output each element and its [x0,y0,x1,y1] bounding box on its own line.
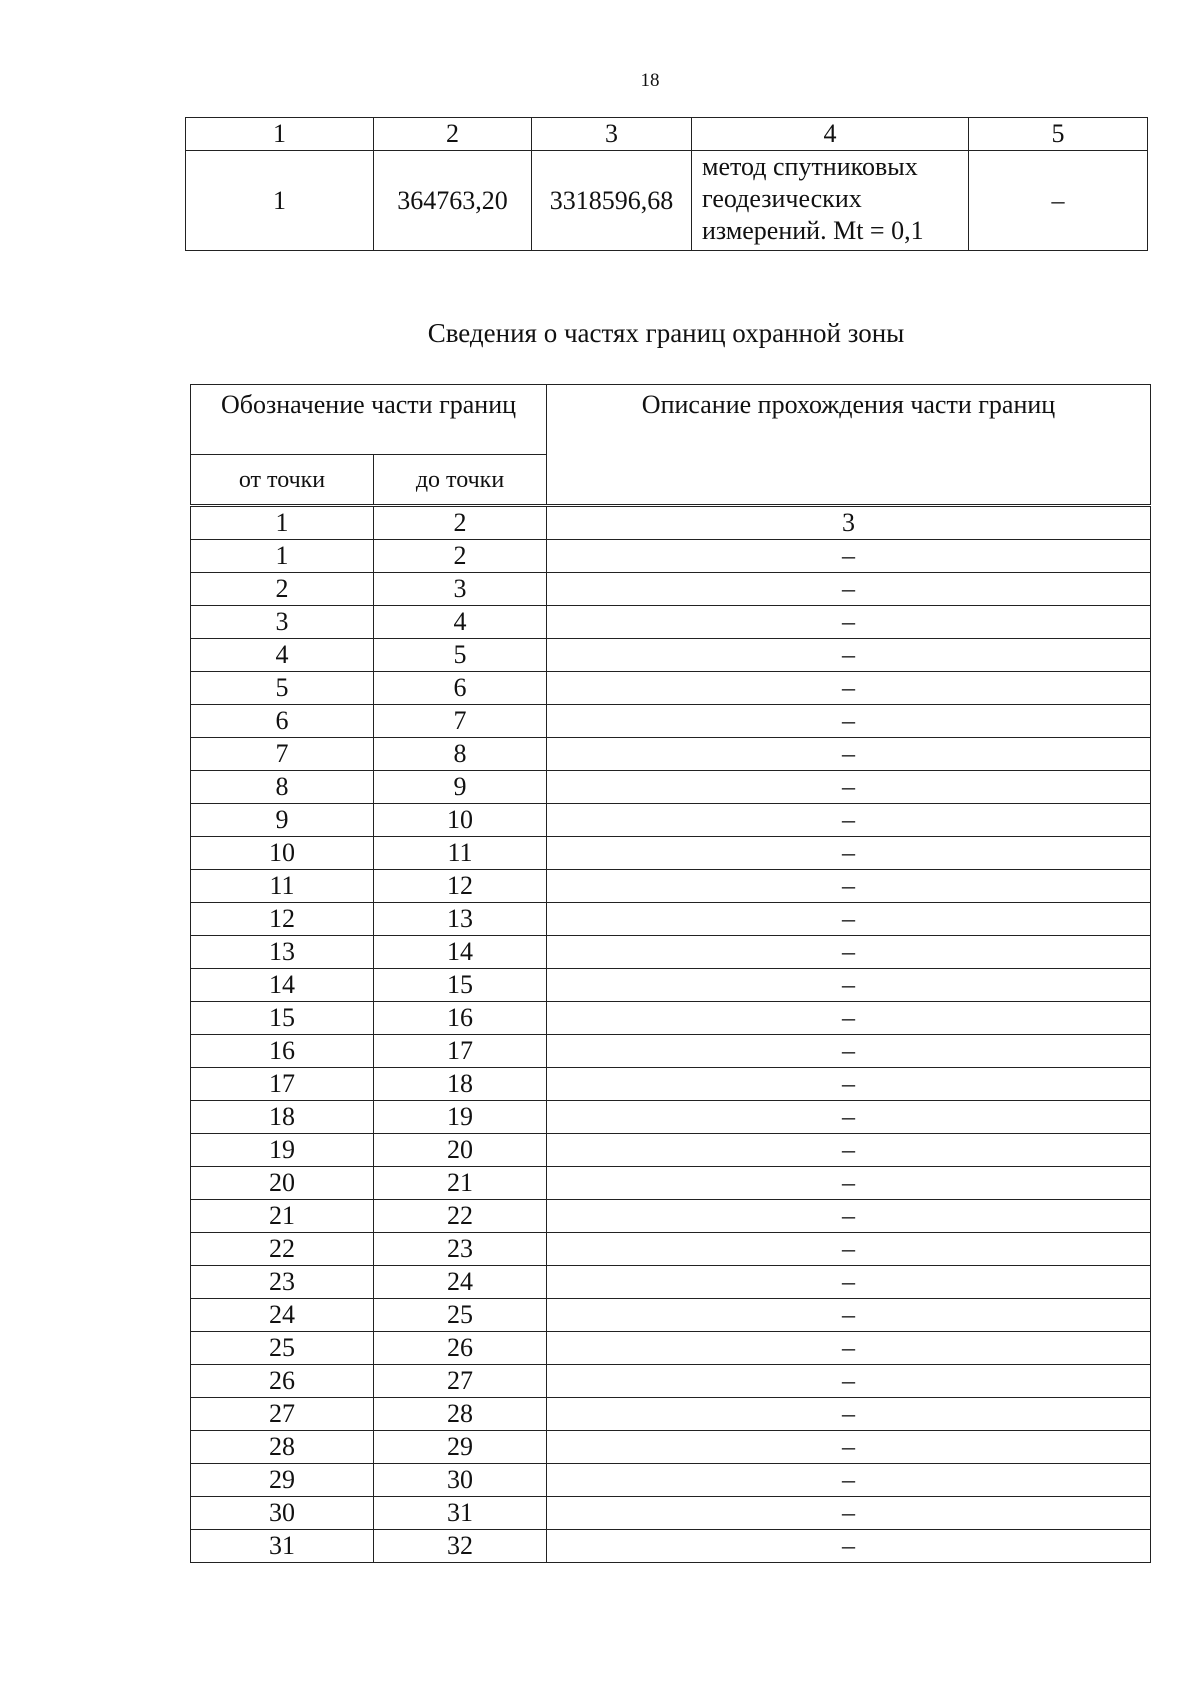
part-description: – [547,573,1151,606]
to-point: 25 [374,1299,547,1332]
part-description: – [547,903,1151,936]
part-description: – [547,1068,1151,1101]
to-point-header: до точки [374,455,547,505]
from-point: 6 [191,705,374,738]
to-point: 15 [374,969,547,1002]
column-number: 5 [969,118,1148,151]
part-description: – [547,870,1151,903]
column-number: 1 [191,507,374,540]
part-description: – [547,1266,1151,1299]
part-description: – [547,771,1151,804]
to-point: 9 [374,771,547,804]
table-row [191,1431,1151,1464]
to-point: 21 [374,1167,547,1200]
to-point: 3 [374,573,547,606]
table-row [191,1464,1151,1497]
to-point: 19 [374,1101,547,1134]
description-header: Описание прохождения части границ [547,385,1151,505]
table-row [191,672,1151,705]
from-point-header: от точки [191,455,374,505]
table-row [191,540,1151,573]
from-point: 18 [191,1101,374,1134]
from-point: 24 [191,1299,374,1332]
part-description: – [547,1200,1151,1233]
from-point: 1 [191,540,374,573]
to-point: 22 [374,1200,547,1233]
table-row [191,1068,1151,1101]
from-point: 2 [191,573,374,606]
to-point: 31 [374,1497,547,1530]
to-point: 14 [374,936,547,969]
table-row [191,903,1151,936]
from-point: 5 [191,672,374,705]
y-coordinate: 3318596,68 [532,151,692,251]
table-row [191,969,1151,1002]
table-row [191,705,1151,738]
from-point: 13 [191,936,374,969]
to-point: 26 [374,1332,547,1365]
column-number: 3 [547,507,1151,540]
table-row [191,1035,1151,1068]
to-point: 20 [374,1134,547,1167]
coordinates-table [185,117,1148,251]
table-row [191,1332,1151,1365]
from-point: 8 [191,771,374,804]
to-point: 4 [374,606,547,639]
section-title: Сведения о частях границ охранной зоны [427,318,905,348]
table-row [191,1299,1151,1332]
table-row [191,870,1151,903]
to-point: 8 [374,738,547,771]
table-row [191,1530,1151,1563]
to-point: 5 [374,639,547,672]
parts-table [190,506,1151,1563]
to-point: 10 [374,804,547,837]
table-row [191,1134,1151,1167]
from-point: 20 [191,1167,374,1200]
table-row [186,151,1148,251]
from-point: 11 [191,870,374,903]
part-description: – [547,738,1151,771]
table-row [191,738,1151,771]
part-description: – [547,1365,1151,1398]
part-description: – [547,1035,1151,1068]
from-point: 17 [191,1068,374,1101]
column-numbers-row [191,507,1151,540]
from-point: 9 [191,804,374,837]
method-line: метод спутниковых [702,152,918,181]
from-point: 23 [191,1266,374,1299]
table-row [191,1101,1151,1134]
page-number: 18 [640,70,660,91]
column-number: 2 [374,118,532,151]
to-point: 23 [374,1233,547,1266]
method-description [692,151,969,251]
from-point: 3 [191,606,374,639]
to-point: 7 [374,705,547,738]
table-row [191,1266,1151,1299]
part-description: – [547,639,1151,672]
table-row [191,1002,1151,1035]
from-point: 12 [191,903,374,936]
point-note: – [969,151,1148,251]
table-row [191,1233,1151,1266]
table-row [191,1167,1151,1200]
part-description: – [547,1464,1151,1497]
table-header-row [186,118,1148,151]
from-point: 31 [191,1530,374,1563]
to-point: 13 [374,903,547,936]
from-point: 19 [191,1134,374,1167]
column-number: 2 [374,507,547,540]
part-description: – [547,936,1151,969]
table-row [191,771,1151,804]
part-description: – [547,1101,1151,1134]
to-point: 17 [374,1035,547,1068]
to-point: 24 [374,1266,547,1299]
part-description: – [547,1497,1151,1530]
part-description: – [547,1002,1151,1035]
to-point: 32 [374,1530,547,1563]
table-row [191,639,1151,672]
part-description: – [547,1134,1151,1167]
to-point: 12 [374,870,547,903]
part-description: – [547,804,1151,837]
table-row [191,936,1151,969]
part-description: – [547,1398,1151,1431]
part-description: – [547,540,1151,573]
from-point: 29 [191,1464,374,1497]
method-line: измерений. Mt = 0,1 [702,216,924,245]
from-point: 25 [191,1332,374,1365]
to-point: 2 [374,540,547,573]
table-row [191,1497,1151,1530]
part-description: – [547,969,1151,1002]
from-point: 27 [191,1398,374,1431]
part-description: – [547,705,1151,738]
to-point: 16 [374,1002,547,1035]
part-description: – [547,1299,1151,1332]
to-point: 29 [374,1431,547,1464]
from-point: 10 [191,837,374,870]
part-description: – [547,606,1151,639]
part-description: – [547,1233,1151,1266]
part-description: – [547,672,1151,705]
from-point: 26 [191,1365,374,1398]
part-description: – [547,1167,1151,1200]
table-row [191,1365,1151,1398]
from-point: 7 [191,738,374,771]
from-point: 22 [191,1233,374,1266]
to-point: 18 [374,1068,547,1101]
to-point: 11 [374,837,547,870]
part-description: – [547,1332,1151,1365]
method-line: геодезических [702,184,862,213]
x-coordinate: 364763,20 [374,151,532,251]
from-point: 4 [191,639,374,672]
column-number: 4 [692,118,969,151]
table-row [191,1398,1151,1431]
from-point: 30 [191,1497,374,1530]
column-number: 1 [186,118,374,151]
from-point: 28 [191,1431,374,1464]
from-point: 21 [191,1200,374,1233]
parts-table-header [190,384,1151,505]
table-row [191,1200,1151,1233]
part-description: – [547,837,1151,870]
from-point: 15 [191,1002,374,1035]
table-row [191,573,1151,606]
to-point: 30 [374,1464,547,1497]
column-number: 3 [532,118,692,151]
designation-header: Обозначение части границ [191,385,547,455]
table-row [191,606,1151,639]
table-row [191,837,1151,870]
from-point: 16 [191,1035,374,1068]
from-point: 14 [191,969,374,1002]
part-description: – [547,1431,1151,1464]
point-number: 1 [186,151,374,251]
to-point: 28 [374,1398,547,1431]
part-description: – [547,1530,1151,1563]
table-row [191,804,1151,837]
to-point: 6 [374,672,547,705]
to-point: 27 [374,1365,547,1398]
